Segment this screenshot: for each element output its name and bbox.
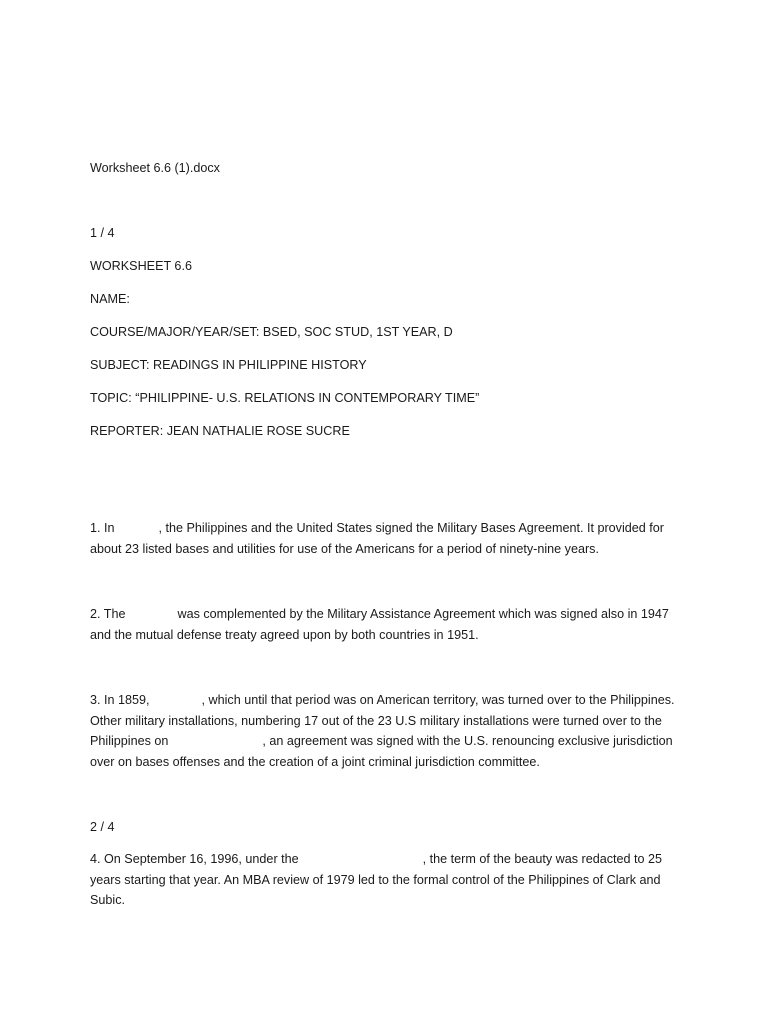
- course-line: COURSE/MAJOR/YEAR/SET: BSED, SOC STUD, 1ST YEAR, D: [90, 325, 453, 339]
- topic-line: TOPIC: “PHILIPPINE- U.S. RELATIONS IN CONTEMPORARY TIME”: [90, 391, 480, 405]
- question-1-rest: , the Philippines and the United States signed the Military Bases Agreement. It provided for about 23 listed bases and utilities for use of the Americans for a period of ninety-nine years.: [90, 521, 664, 556]
- question-4: [90, 849, 680, 911]
- question-3-middle: , which until that period was on American territory, was turned over to the Philippines. Other military installations, numbering 17 out of the 23 U.S military installations were turned over to the Philippines on: [90, 693, 675, 748]
- question-3-rest: , an agreement was signed with the U.S. renouncing exclusive jurisdiction over on bases offenses and the creation of a joint criminal jurisdiction committee.: [90, 734, 673, 769]
- subject-line: SUBJECT: READINGS IN PHILIPPINE HISTORY: [90, 358, 367, 372]
- name-label: NAME:: [90, 292, 130, 306]
- question-4-start: 4. On September 16, 1996, under the: [90, 852, 299, 866]
- page-marker-2: 2 / 4: [90, 820, 115, 834]
- question-2: [90, 604, 680, 645]
- question-3-start: 3. In 1859,: [90, 693, 150, 707]
- question-1: [90, 518, 680, 559]
- page-marker-1: 1 / 4: [90, 226, 115, 240]
- question-4-rest: , the term of the beauty was redacted to 25 years starting that year. An MBA review of 1979 led to the formal control of the Philippines of Clark and Subic.: [90, 852, 663, 907]
- question-2-rest: was complemented by the Military Assistance Agreement which was signed also in 1947 and the mutual defense treaty agreed upon by both countries in 1951.: [90, 607, 669, 642]
- worksheet-heading: WORKSHEET 6.6: [90, 259, 192, 273]
- question-1-start: 1. In: [90, 521, 115, 535]
- document-filename: Worksheet 6.6 (1).docx: [90, 161, 220, 175]
- question-2-start: 2. The: [90, 607, 126, 621]
- question-3: [90, 690, 680, 772]
- reporter-line: REPORTER: JEAN NATHALIE ROSE SUCRE: [90, 424, 350, 438]
